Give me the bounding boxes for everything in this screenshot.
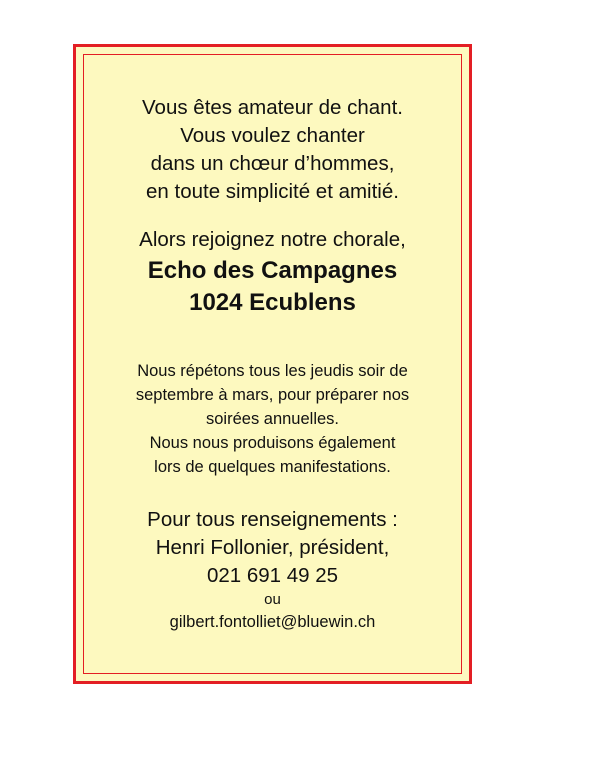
invite-line: Alors rejoignez notre chorale, xyxy=(139,228,406,251)
schedule-line: septembre à mars, pour préparer nos xyxy=(135,386,410,404)
schedule-line: soirées annuelles. xyxy=(206,410,339,428)
contact-or: ou xyxy=(264,591,281,608)
contact-phone: 021 691 49 25 xyxy=(206,564,339,587)
schedule-paragraph xyxy=(76,359,469,479)
intro-line: en toute simplicité et amitié. xyxy=(146,180,399,203)
schedule-line: Nous nous produisons également xyxy=(149,434,396,452)
contact-person: Henri Follonier, président, xyxy=(155,536,390,559)
choir-name: Echo des Campagnes xyxy=(147,257,398,284)
flyer-content xyxy=(76,94,469,634)
contact-heading: Pour tous renseignements : xyxy=(147,508,398,531)
schedule-line: lors de quelques manifestations. xyxy=(154,458,391,476)
invite-paragraph xyxy=(76,225,469,319)
flyer-frame xyxy=(73,44,472,684)
contact-paragraph xyxy=(76,506,469,634)
intro-line: Vous êtes amateur de chant. xyxy=(142,96,403,119)
choir-location: 1024 Ecublens xyxy=(189,289,356,316)
intro-paragraph xyxy=(76,94,469,206)
intro-line: dans un chœur d’hommes, xyxy=(150,152,395,175)
schedule-line: Nous répétons tous les jeudis soir de xyxy=(137,362,408,380)
intro-line: Vous voulez chanter xyxy=(180,124,365,147)
contact-email: gilbert.fontolliet@bluewin.ch xyxy=(169,613,376,631)
